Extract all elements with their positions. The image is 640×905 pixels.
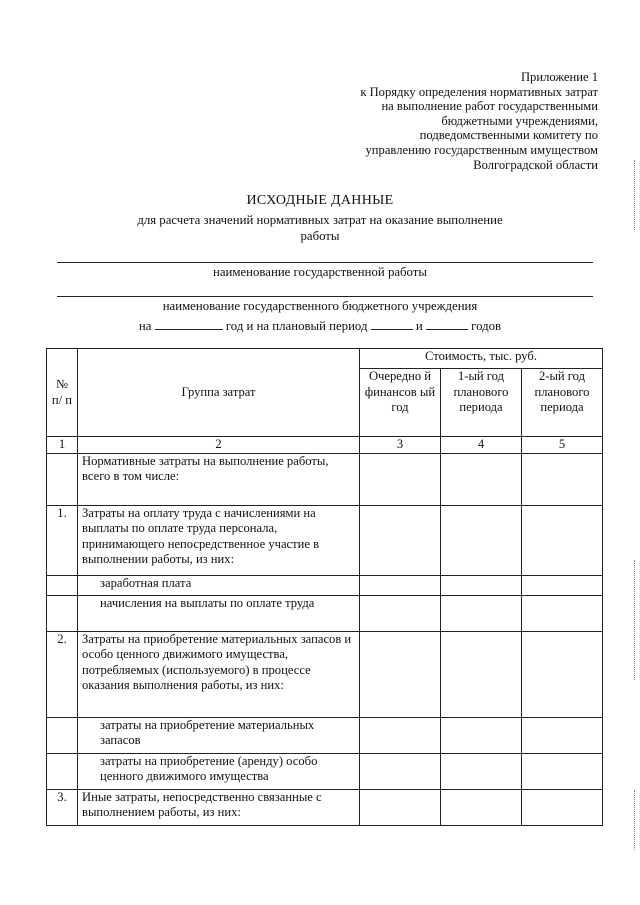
column-number: 1 — [47, 437, 78, 454]
value-cell[interactable] — [522, 595, 603, 631]
table-row — [47, 453, 603, 505]
row-number: 2. — [47, 631, 78, 717]
value-cell[interactable] — [441, 505, 522, 575]
appendix-line: бюджетными учреждениями, — [441, 113, 598, 128]
subtitle-line: для расчета значений нормативных затрат на оказание выполнение — [137, 213, 503, 227]
period-conjunction: и — [415, 319, 423, 333]
year-blank — [155, 317, 223, 330]
row-text: Нормативные затраты на выполнение работы, всего в том числе: — [78, 453, 360, 505]
value-cell[interactable] — [441, 717, 522, 753]
value-cell[interactable] — [360, 453, 441, 505]
cost-table — [46, 348, 603, 826]
value-cell[interactable] — [522, 453, 603, 505]
value-cell[interactable] — [360, 717, 441, 753]
row-number — [47, 753, 78, 789]
header-group: Группа затрат — [78, 349, 360, 437]
value-cell[interactable] — [522, 753, 603, 789]
value-cell[interactable] — [360, 575, 441, 595]
header-num: № п/ п — [47, 349, 78, 437]
period-prefix: на — [138, 319, 152, 333]
period-line — [0, 317, 640, 334]
table-row — [47, 789, 603, 825]
scan-edge-mark — [634, 160, 636, 230]
row-text: Затраты на оплату труда с начислениями на выплаты по оплате труда персонала, принимающего непосредственное участие в выполнении работы, из них: — [78, 505, 360, 575]
appendix-line: управлению государственным имуществом — [365, 142, 598, 157]
row-number: 3. — [47, 789, 78, 825]
table-row — [47, 505, 603, 575]
period-text: год и на плановый период — [225, 319, 368, 333]
subtitle-line: работы — [300, 229, 340, 243]
column-number: 3 — [360, 437, 441, 454]
document-title: ИСХОДНЫЕ ДАННЫЕ — [246, 193, 394, 208]
table-row — [47, 753, 603, 789]
table-row — [47, 575, 603, 595]
value-cell[interactable] — [522, 631, 603, 717]
work-name-caption: наименование государственной работы — [213, 265, 427, 279]
row-text: затраты на приобретение (аренду) особо ценного движимого имущества — [78, 753, 360, 789]
table-row — [47, 717, 603, 753]
value-cell[interactable] — [522, 789, 603, 825]
table-row — [47, 595, 603, 631]
scan-edge-mark — [634, 790, 636, 850]
value-cell[interactable] — [522, 717, 603, 753]
value-cell[interactable] — [441, 753, 522, 789]
work-name-line — [57, 262, 593, 263]
value-cell[interactable] — [360, 789, 441, 825]
period-suffix: годов — [471, 319, 502, 333]
document-subtitle — [80, 212, 560, 244]
scan-edge-mark — [634, 560, 636, 680]
row-text: Иные затраты, непосредственно связанные с выполнением работы, из них: — [78, 789, 360, 825]
column-number: 5 — [522, 437, 603, 454]
value-cell[interactable] — [360, 753, 441, 789]
appendix-block — [298, 70, 598, 172]
institution-name-caption: наименование государственного бюджетного учреждения — [162, 299, 478, 313]
row-number — [47, 595, 78, 631]
header-cost: Стоимость, тыс. руб. — [360, 349, 603, 369]
appendix-line: на выполнение работ государственными — [381, 99, 598, 114]
institution-name-line — [57, 296, 593, 297]
value-cell[interactable] — [522, 575, 603, 595]
plan-year-1-blank — [371, 317, 413, 330]
header-current-year: Очередно й финансов ый год — [360, 369, 441, 437]
table-row — [47, 631, 603, 717]
row-text: начисления на выплаты по оплате труда — [78, 595, 360, 631]
value-cell[interactable] — [441, 453, 522, 505]
value-cell[interactable] — [360, 595, 441, 631]
appendix-line: подведомственными комитету по — [419, 128, 598, 143]
plan-year-2-blank — [426, 317, 468, 330]
value-cell[interactable] — [360, 505, 441, 575]
appendix-line: к Порядку определения нормативных затрат — [360, 84, 598, 99]
row-text: затраты на приобретение материальных запасов — [78, 717, 360, 753]
value-cell[interactable] — [441, 789, 522, 825]
row-number — [47, 453, 78, 505]
column-number: 4 — [441, 437, 522, 454]
row-text: заработная плата — [78, 575, 360, 595]
header-plan-year-2: 2-ый год планового периода — [522, 369, 603, 437]
row-number — [47, 575, 78, 595]
appendix-line: Волгоградской области — [473, 157, 598, 172]
value-cell[interactable] — [441, 575, 522, 595]
appendix-line: Приложение 1 — [520, 70, 598, 84]
value-cell[interactable] — [441, 595, 522, 631]
row-number — [47, 717, 78, 753]
value-cell[interactable] — [522, 505, 603, 575]
row-text: Затраты на приобретение материальных запасов и особо ценного движимого имущества, потребляемых (используемого) в процессе оказания выполнения работы, из них: — [78, 631, 360, 717]
header-plan-year-1: 1-ый год планового периода — [441, 369, 522, 437]
value-cell[interactable] — [441, 631, 522, 717]
value-cell[interactable] — [360, 631, 441, 717]
column-number: 2 — [78, 437, 360, 454]
row-number: 1. — [47, 505, 78, 575]
